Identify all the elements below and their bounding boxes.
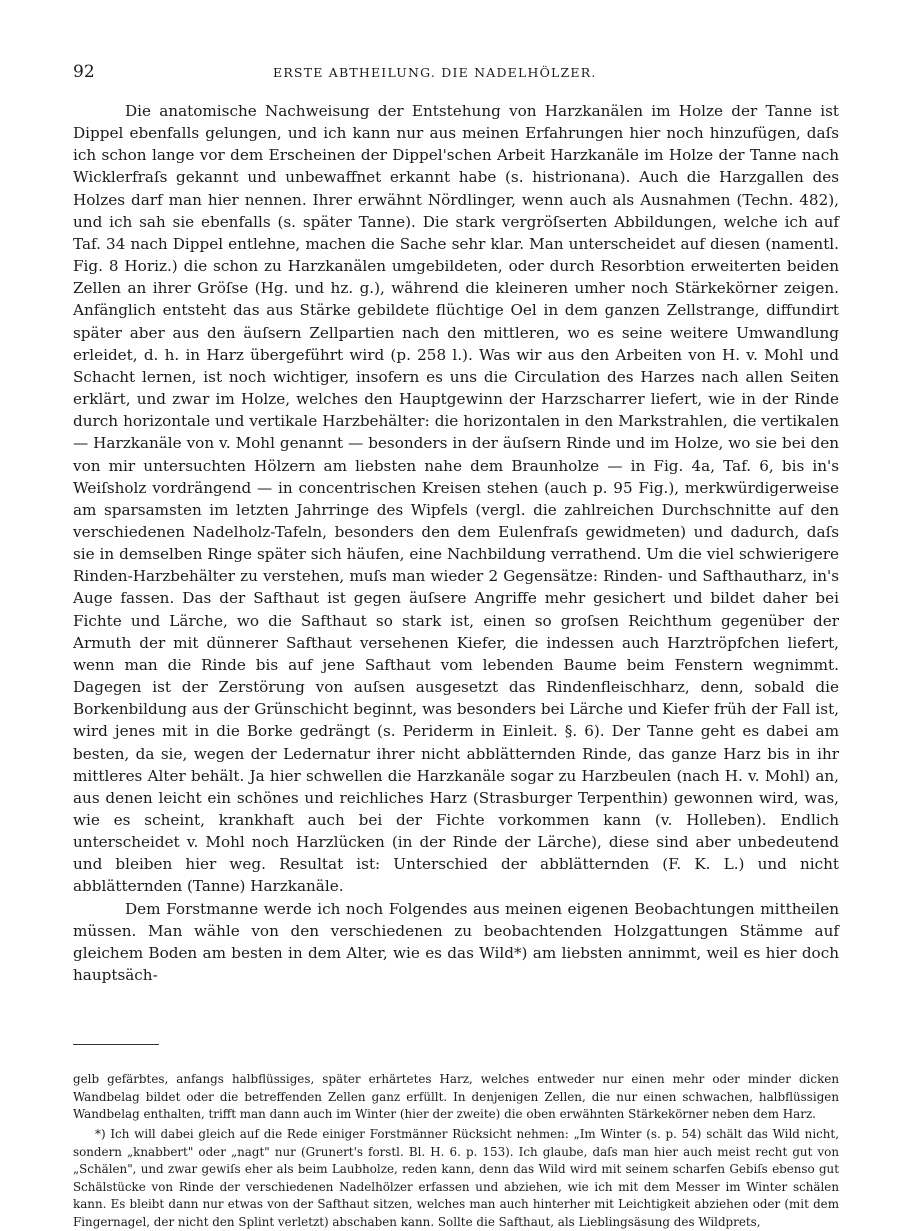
footnote-separator [73,1044,159,1045]
footnotes [73,1071,839,1231]
paragraph-forstmann: Dem Forstmanne werde ich noch Folgendes aus meinen eigenen Beobachtungen mittheilen müssen. Man wähle von den verschiedenen zu beobachtenden Holzgattungen Stämme auf gleichem Boden am besten in dem Alter, wie es das Wild*) am liebsten annimmt, weil es hier doch hauptsäch- [73,899,839,985]
book-page [73,62,839,1231]
page-header [73,62,839,88]
footnote-continuation: gelb gefärbtes, anfangs halbflüssiges, später erhärtetes Harz, welches entweder nur einen mehr oder minder dicken Wandbelag bildet oder die betreffenden Zellen ganz erfüllt. In denjenigen Zellen, die nur einen schwachen, halbflüssigen Wandbelag enthalten, trifft man dann auch im Winter (hier der zweite) die oben erwähnten Stärkekörner neben dem Harz. [73,1072,839,1122]
paragraph-harzkanaele: Die anatomische Nachweisung der Entstehung von Harzkanälen im Holze der Tanne ist Dippel ebenfalls gelungen, und ich kann nur aus meinen Erfahrungen hier noch hinzufügen, daſs ich schon lange vor dem Erscheinen der Dippel'schen Arbeit Harzkanäle im Holze der Tanne nach Wicklerfraſs gekannt und unbewaffnet erkannt habe (s. histrionana). Auch die Harzgallen des Holzes darf man hier nennen. Ihrer erwähnt Nördlinger, wenn auch als Ausnahmen (Techn. 482), und ich sah sie ebenfalls (s. später Tanne). Die stark vergröſserten Abbildungen, welche ich auf Taf. 34 nach Dippel entlehne, machen die Sache sehr klar. Man unterscheidet auf diesen (namentl. Fig. 8 Horiz.) die schon zu Harzkanälen umgebildeten, oder durch Resorbtion erweiterten beiden Zellen an ihrer Gröſse (Hg. und hz. g.), während die kleineren umher noch Stärkekörner zeigen. Anfänglich entsteht das aus Stärke gebildete flüchtige Oel in dem ganzen Zellstrange, diffundirt später aber aus den äuſsern Zellpartien nach den mittleren, wo es seine weitere Umwandlung erleidet, d. h. in Harz übergeführt wird (p. 258 l.). Was wir aus den Arbeiten von H. v. Mohl und Schacht lernen, ist noch wichtiger, insofern es uns die Circulation des Harzes nach allen Seiten erklärt, und zwar im Holze, welches den Hauptgewinn der Harzscharrer liefert, wie in der Rinde durch horizontale und vertikale Harzbehälter: die horizontalen in den Markstrahlen, die vertikalen — Harzkanäle von v. Mohl genannt — besonders in der äuſsern Rinde und im Holze, wo sie bei den von mir untersuchten Hölzern am liebsten nahe dem Braunholze — in Fig. 4a, Taf. 6, bis in's Weiſsholz vordrängend — in concentrischen Kreisen stehen (auch p. 95 Fig.), merkwürdigerweise am sparsamsten im letzten Jahrringe des Wipfels (vergl. die zahlreichen Durchschnitte auf den verschiedenen Nadelholz-Tafeln, besonders den dem Eulenfraſs gewidmeten) und dadurch, daſs sie in demselben Ringe später sich häufen, eine Nachbildung verrathend. Um die viel schwierigere Rinden-Harzbehälter zu verstehen, muſs man wieder 2 Gegensätze: Rinden- und Safthautharz, in's Auge fassen. Das der Safthaut ist gegen äuſsere Angriffe mehr gesichert und bildet daher bei Fichte und Lärche, wo die Safthaut so stark ist, einen so groſsen Reichthum gegenüber der Armuth der mit dünnerer Safthaut versehenen Kiefer, die indessen auch Harztröpfchen liefert, wenn man die Rinde bis auf jene Safthaut vom lebenden Baume beim Fenstern wegnimmt. Dagegen ist der Zerstörung von auſsen ausgesetzt das Rindenfleischharz, denn, sobald die Borkenbildung aus der Grünschicht beginnt, was besonders bei Lärche und Kiefer früh der Fall ist, wird jenes mit in die Borke gedrängt (s. Periderm in Einleit. §. 6). Der Tanne geht es dabei am besten, da sie, wegen der Ledernatur ihrer nicht abblätternden Rinde, das ganze Harz bis in ihr mittleres Alter behält. Ja hier schwellen die Harzkanäle sogar zu Harzbeulen (nach H. v. Mohl) an, aus denen leicht ein schönes und reichliches Harz (Strasburger Terpenthin) gewonnen wird, was, wie es scheint, krankhaft auch bei der Fichte vorkommen kann (v. Holleben). Endlich unterscheidet v. Mohl noch Harzlücken (in der Rinde der Lärche), diese sind aber unbedeutend und bleiben hier weg. Resultat ist: Unterschied der abblätternden (F. K. L.) und nicht abblätternden (Tanne) Harzkanäle. [73,102,839,896]
footnote-wild: *) Ich will dabei gleich auf die Rede einiger Forstmänner Rücksicht nehmen: „Im Winter (s. p. 54) schält das Wild nicht, sondern „knabbert" oder „nagt" nur (Grunert's forstl. Bl. H. 6. p. 153). Ich glaube, daſs man hier auch meist recht gut von „Schälen", und zwar gewiſs eher als beim Laubholze, reden kann, denn das Wild wird mit seinem scharfen Gebiſs ebenso gut Schälstücke von Rinde der verschiedenen Nadelhölzer erfassen und abziehen, wie ich mit dem Messer im Winter schälen kann. Es bleibt dann nur etwas von der Safthaut sitzen, welches man auch hinterher mit Leichtigkeit abziehen oder (mit dem Fingernagel, der nicht den Splint verletzt) abschaben kann. Sollte die Safthaut, als Lieblingsäsung des Wildprets, [73,1127,839,1229]
main-text [73,100,839,986]
running-head: ERSTE ABTHEILUNG. DIE NADELHÖLZER. [273,65,597,80]
page-number: 92 [73,62,95,82]
